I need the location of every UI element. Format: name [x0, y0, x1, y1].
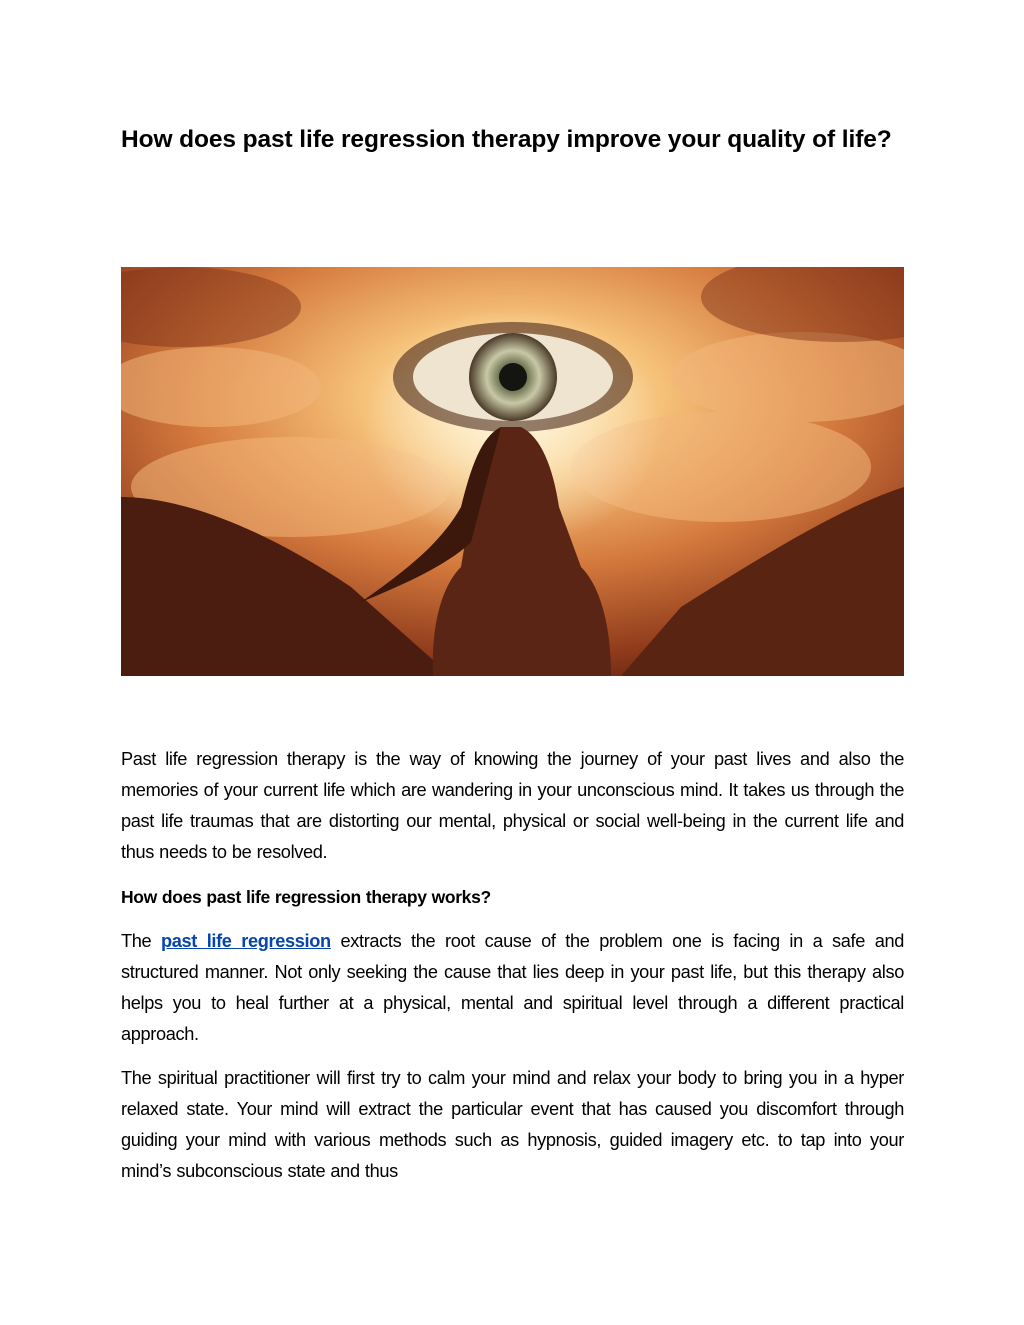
page-title: How does past life regression therapy improve your quality of life?: [121, 126, 892, 153]
intro-paragraph: Past life regression therapy is the way of knowing the journey of your past lives and also the memories of your current life which are wandering in your unconscious mind. It takes us through the past life traumas that are distorting our mental, physical or social well-being in the current life and thus needs to be resolved.: [121, 749, 904, 862]
paragraph-text-before-link: The: [121, 931, 161, 951]
section-heading: How does past life regression therapy works?: [121, 887, 491, 907]
paragraph-text-after-link: extracts the root cause of the problem one is facing in a safe and structured manner. Not only seeking the cause that lies deep in your past life, but this therapy also helps you to heal further at a physical, mental and spiritual level through a different practical approach.: [121, 931, 905, 1044]
practitioner-paragraph: The spiritual practitioner will first try to calm your mind and relax your body to bring you in a hyper relaxed state. Your mind will extract the particular event that has caused you discomfort through guiding your mind with various methods such as hypnosis, guided imagery etc. to tap into your mind’s subconscious state and thus: [121, 1068, 904, 1181]
hero-image: [121, 267, 904, 676]
eye-in-sky-illustration: [121, 267, 904, 676]
paragraph-how-it-works: [121, 926, 904, 1050]
past-life-regression-link[interactable]: past life regression: [161, 931, 331, 951]
